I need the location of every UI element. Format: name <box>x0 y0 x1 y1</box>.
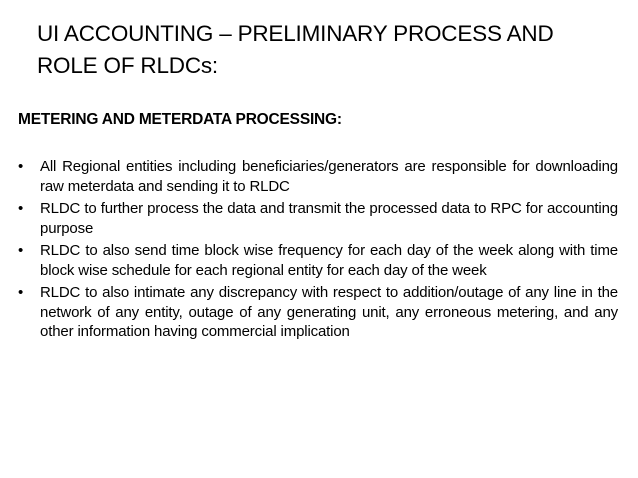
title-line-2: ROLE OF RLDCs: <box>37 53 218 78</box>
section-heading: METERING AND METERDATA PROCESSING: <box>18 111 342 128</box>
bullet-item-3 <box>18 241 618 280</box>
bullet-icon: • <box>18 200 24 217</box>
title-line-1: UI ACCOUNTING – PRELIMINARY PROCESS AND <box>37 21 554 46</box>
bullet-item-4 <box>18 283 618 342</box>
slide-title <box>37 18 617 82</box>
bullet-icon: • <box>18 158 24 175</box>
bullet-list <box>18 157 618 345</box>
bullet-icon: • <box>18 284 24 301</box>
bullet-text: RLDC to also send time block wise frequency for each day of the week along with time block wise schedule for each regional entity for each day of the week <box>40 242 618 279</box>
bullet-text: RLDC to further process the data and transmit the processed data to RPC for accounting purpose <box>40 200 618 237</box>
bullet-item-2 <box>18 199 618 238</box>
bullet-item-1 <box>18 157 618 196</box>
bullet-text: RLDC to also intimate any discrepancy with respect to addition/outage of any line in the network of any entity, outage of any generating unit, any erroneous metering, and any other information having commercial implication <box>40 284 618 340</box>
bullet-text: All Regional entities including beneficiaries/generators are responsible for downloading raw meterdata and sending it to RLDC <box>40 158 618 195</box>
bullet-icon: • <box>18 242 24 259</box>
